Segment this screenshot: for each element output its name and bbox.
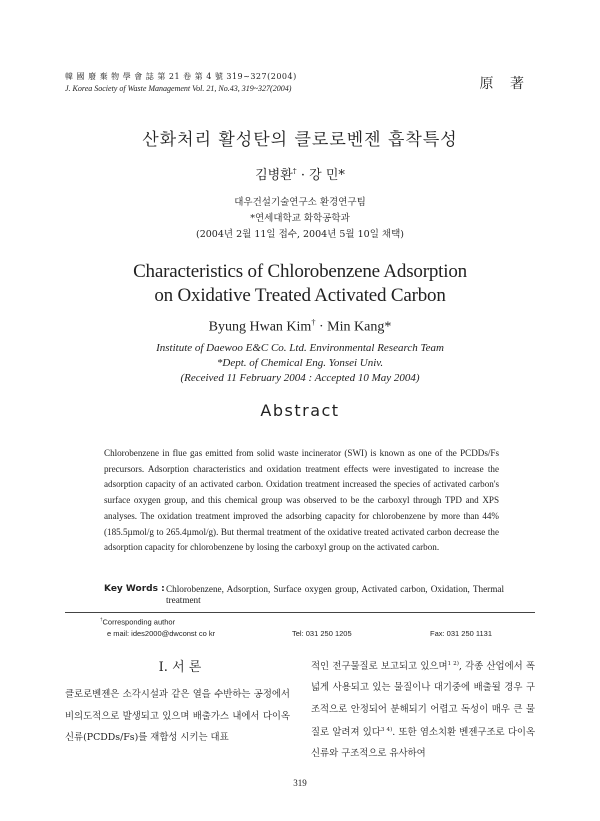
- affiliation-star: *: [338, 168, 345, 183]
- corresponding-author-label: Corresponding author: [102, 617, 176, 627]
- corresponding-dagger-english: †: [311, 318, 316, 327]
- journal-header-english: J. Korea Society of Waste Management Vol. 21, No.43, 319~327(2004): [65, 84, 292, 93]
- abstract-body: Chlorobenzene in flue gas emitted from solid waste incinerator (SWI) is known as one of the PCDDs/Fs precursors. Adsorption characteristics and oxidation treatment effects were investigated to increase the adsorption capacity of an activated carbon. Oxidation treatment increased the species of activated carbon's surface oxygen group, and this chemical group was observed to be the carboxyl through TPD and XPS analyses. The oxidation treatment improved the adsorbing capacity for chlorobenzene by more than 44% (185.5µmol/g to 265.4µmol/g). But thermal treatment of the oxidative treated activated carbon decrease the adsorption capacity for chlorobenzene by losing the carboxyl group on the activated carbon.: [104, 448, 499, 553]
- affiliation-english-1: Institute of Daewoo E&C Co. Ltd. Environmental Research Team: [156, 342, 444, 354]
- affiliation-english-2: *Dept. of Chemical Eng. Yonsei Univ.: [216, 357, 384, 369]
- intro-right-text-2: , 각종 산업에서 폭넓게 사용되고 있는 물질이나 대기중에 배출될 경우 구조적으로 안정되어 분해되기 어렵고 독성이 매우 큰 물질로 알려져 있다: [311, 661, 535, 738]
- reference-3-4: 3 4): [380, 726, 393, 733]
- affiliation-star-english: *: [384, 319, 392, 335]
- keywords-colon: :: [161, 584, 165, 594]
- received-date-english: (Received 11 February 2004 : Accepted 10 May 2004): [180, 372, 420, 384]
- author-separator: ·: [300, 168, 305, 183]
- intro-right-column: [311, 654, 535, 764]
- english-title-line-1: Characteristics of Chlorobenzene Adsorption: [133, 261, 467, 282]
- corresponding-dagger: †: [292, 166, 297, 176]
- corresponding-author-note: [100, 617, 175, 627]
- abstract-heading: Abstract: [260, 401, 340, 420]
- intro-right-text-1: 적인 전구물질로 보고되고 있으며: [311, 661, 448, 673]
- received-date-korean: (2004년 2월 11일 접수, 2004년 5월 10일 채택): [196, 229, 404, 240]
- article-type-label: 原 著: [479, 76, 530, 92]
- journal-header-korean: 韓 國 廢 棄 物 學 會 誌 第 21 卷 第 4 號 319~327(2004): [65, 72, 297, 81]
- keywords-label-text: Key Words: [104, 584, 158, 594]
- korean-title: 산화처리 활성탄의 클로로벤젠 흡착특성: [142, 130, 458, 150]
- footnote-fax: Fax: 031 250 1131: [430, 629, 492, 638]
- english-authors: [0, 318, 600, 336]
- intro-right-text-3: . 또한 염소치환 벤젠구조로 다이옥신류와 구조적으로 유사하여: [311, 726, 535, 760]
- affiliation-korean-2: *연세대학교 화학공학과: [250, 213, 350, 224]
- author-2-korean: 강 민: [309, 168, 339, 183]
- section-heading-introduction: Ⅰ. 서 론: [158, 660, 202, 675]
- footnote-tel: Tel: 031 250 1205: [292, 629, 352, 638]
- intro-left-column: 클로로벤젠은 소각시설과 같은 열을 수반하는 공정에서 비의도적으로 발생되고 있으며 배출가스 내에서 다이옥신류(PCDDs/Fs)를 재합성 시키는 대표: [65, 689, 290, 744]
- author-separator-english: ·: [319, 319, 324, 335]
- footnote-dagger: †: [100, 617, 103, 622]
- footnote-rule: [65, 612, 535, 613]
- author-1-korean: 김병환: [255, 168, 293, 183]
- korean-authors: [0, 164, 600, 183]
- footnote-email: e mail: ides2000@dwconst co kr: [107, 629, 216, 638]
- english-title-line-2: on Oxidative Treated Activated Carbon: [154, 285, 446, 306]
- keywords-label: [104, 584, 165, 594]
- affiliation-korean-1: 대우건설기술연구소 환경연구팀: [234, 197, 366, 208]
- page-number: 319: [293, 778, 307, 788]
- author-2-english: Min Kang: [327, 319, 385, 335]
- author-1-english: Byung Hwan Kim: [208, 319, 312, 335]
- reference-1-2: 1 2): [447, 661, 459, 667]
- keywords-text: Chlorobenzene, Adsorption, Surface oxygen group, Activated carbon, Oxidation, Thermal treatment: [166, 584, 504, 605]
